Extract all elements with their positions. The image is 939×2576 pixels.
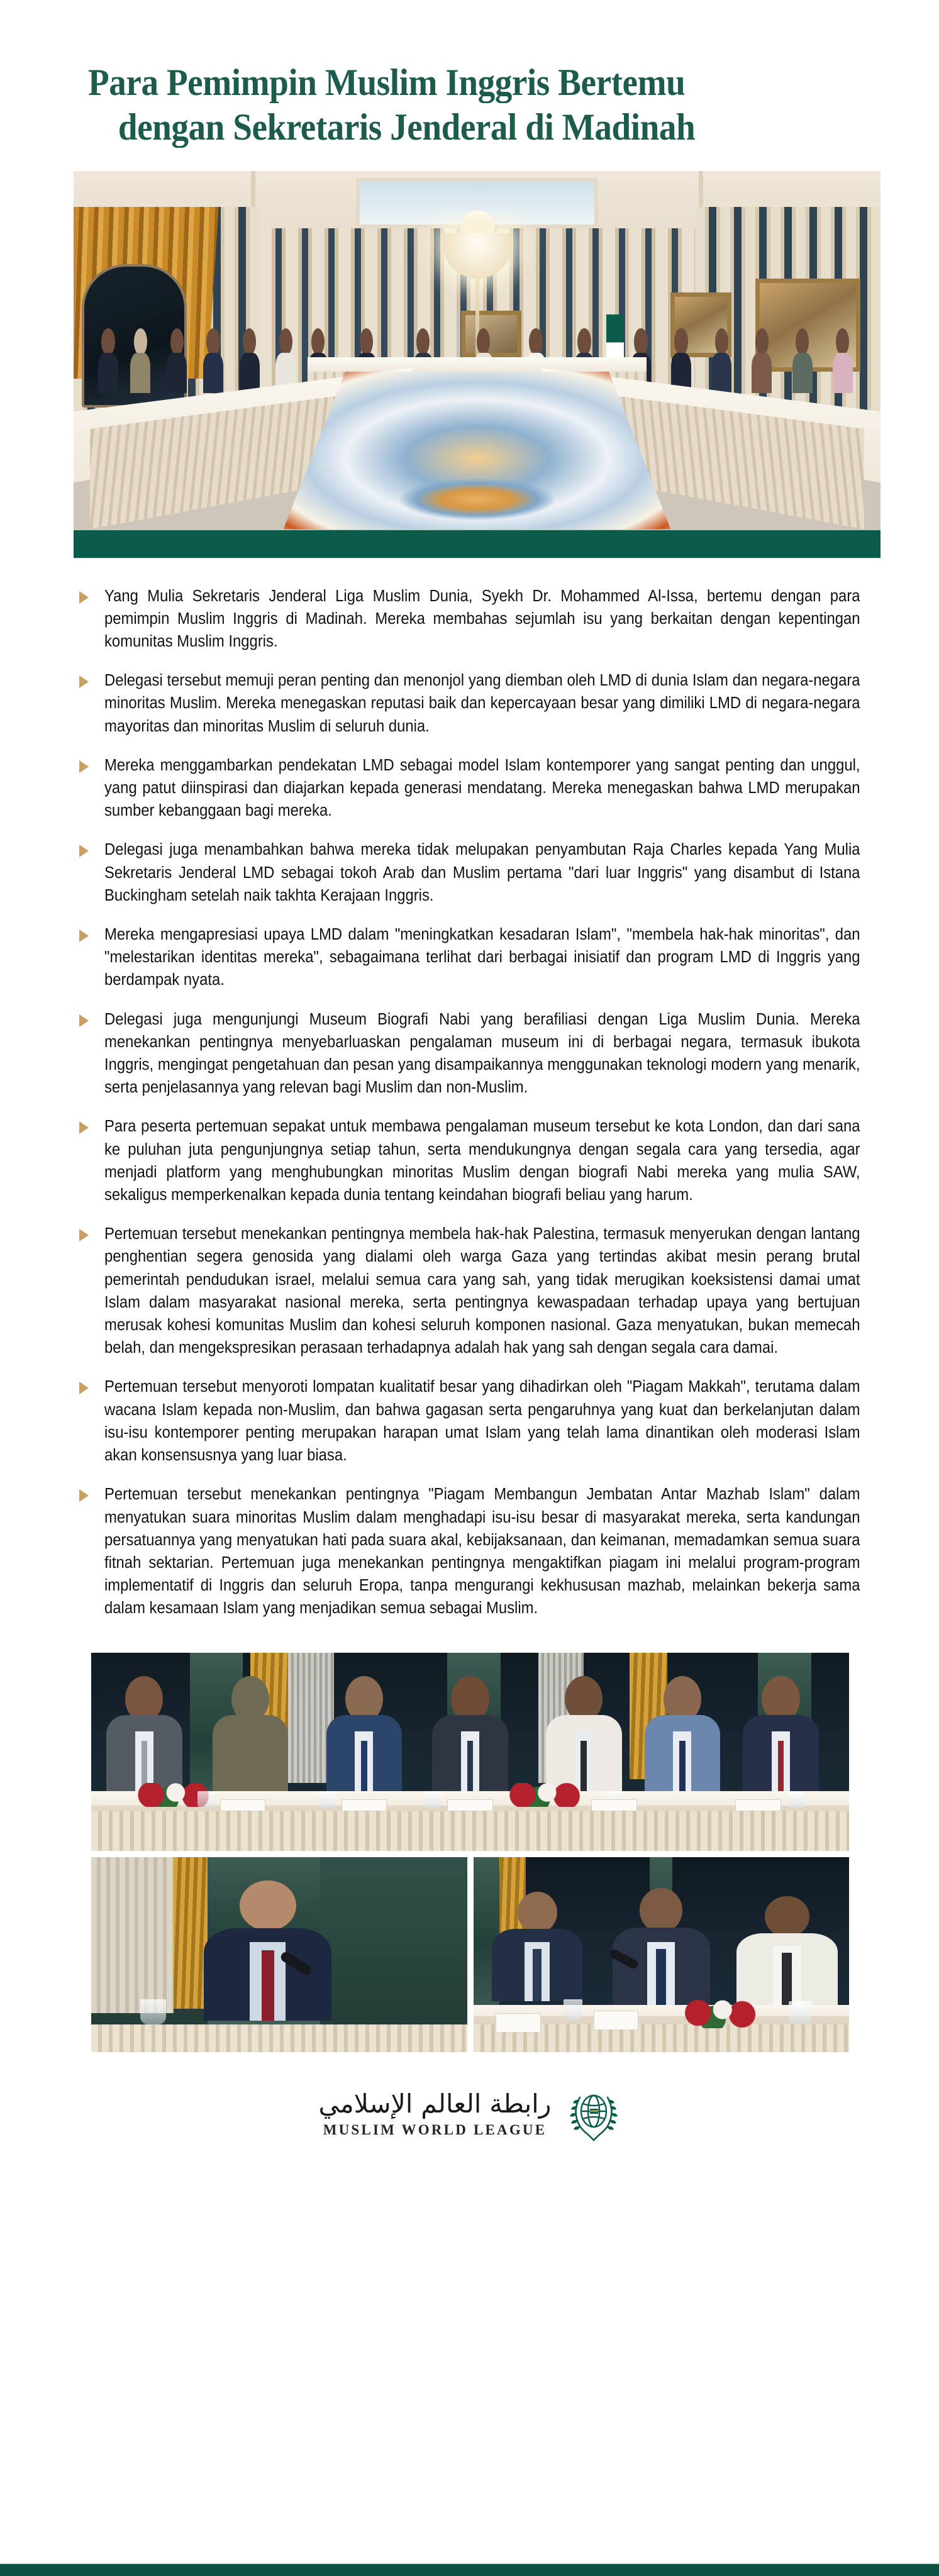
gallery-photo-panelists [474, 1857, 850, 2052]
paragraph-text: Mereka mengapresiasi upaya LMD dalam "meningkatkan kesadaran Islam", "membela hak-hak minoritas", dan "melestarikan identitas mereka", sebagaimana terlihat dari berbagai inisiatif dan program LMD di Inggris yang berdampak nyata. [104, 926, 860, 989]
paragraph-text: Delegasi juga menambahkan bahwa mereka tidak melupakan penyambutan Raja Charles kepada Yang Mulia Sekretaris Jenderal LMD sebagai tokoh Arab dan Muslim pertama "dari luar Inggris" yang disambut di Istana Buckingham setelah naik takhta Kerajaan Inggris. [104, 841, 860, 904]
place-name-card [594, 2011, 639, 2030]
place-name-card [591, 1799, 636, 1811]
paragraph-text: Pertemuan tersebut menekankan pentingnya membela hak-hak Palestina, termasuk menyerukan dengan lantang penghentian segera genosida yang dialami oleh warga Gaza yang tertindas akibat mesin perang brutal pemerintah pendudukan israel, melalui semua cara yang sah, yang tidak merugikan koeksistensi damai umat Islam dalam masyarakat nasional mereka, serta pentingnya kewaspadaan terhadap upaya yang bertujuan merusak kohesi komunitas Muslim dan kohesi seluruh komponen nasional. Gaza menyatukan, bukan memecah belah, dan mengekspresikan perasaan terhadapnya adalah hak yang sah dengan segala cara damai. [104, 1225, 860, 1357]
sheer-curtain [91, 1857, 174, 2013]
water-glass [197, 1791, 214, 1809]
place-name-card [447, 1799, 492, 1811]
room-illustration [74, 171, 881, 530]
bullet-paragraph [77, 1483, 860, 1619]
triangle-right-icon [79, 591, 89, 604]
paragraph-text: Yang Mulia Sekretaris Jenderal Liga Muslim Dunia, Syekh Dr. Mohammed Al-Issa, bertemu dengan para pemimpin Muslim Inggris di Madinah. Mereka membahas sejumlah isu yang berkaitan dengan kepentingan komunitas Muslim Inggris. [104, 587, 860, 650]
bullet-paragraph [77, 1008, 860, 1099]
bullet-paragraph [77, 754, 860, 823]
place-name-card [496, 2013, 541, 2033]
hero-accent-bar [74, 530, 881, 558]
paragraph-text: Mereka menggambarkan pendekatan LMD sebagai model Islam kontemporer yang sangat penting dan unggul, yang patut diinspirasi dan diajarkan kepada generasi mendatang. Mereka menegaskan bahwa LMD merupakan sumber kebanggaan bagi mereka. [104, 756, 860, 820]
water-glass [789, 2001, 811, 2024]
triangle-right-icon [79, 1014, 89, 1027]
place-name-card [735, 1799, 781, 1811]
bullet-paragraph [77, 1115, 860, 1206]
bullet-paragraph [77, 1223, 860, 1359]
triangle-right-icon [79, 1489, 89, 1502]
paragraph-text: Pertemuan tersebut menyoroti lompatan kualitatif besar yang dihadirkan oleh "Piagam Makkah", terutama dalam wacana Islam kepada non-Muslim, dan bahwa gagasan serta pengaruhnya yang kuat dan berkelanjutan dalam isu-isu kontemporer penting merupakan harapan umat Islam yang telah lama dinantikan oleh moderasi Islam akan konsensusnya yang luar biasa. [104, 1378, 860, 1465]
logo-arabic-text: رابطة العالم الإسلامي [318, 2089, 552, 2119]
photo-gallery [91, 1653, 849, 2052]
hero-image-block [74, 171, 881, 558]
flower-arrangement [669, 1997, 766, 2029]
page-title [0, 0, 939, 150]
bullet-paragraph [77, 1375, 860, 1467]
bullet-paragraph [77, 923, 860, 992]
triangle-right-icon [79, 930, 89, 942]
place-name-card [342, 1799, 387, 1811]
marble-wall [320, 1857, 467, 2052]
water-glass [319, 1791, 336, 1809]
gallery-photo-speaker [91, 1857, 467, 2052]
gallery-bottom-row [91, 1857, 849, 2052]
bullet-paragraph [77, 585, 860, 653]
triangle-right-icon [79, 1121, 89, 1134]
water-glass [789, 1791, 806, 1809]
page-title-line-1: Para Pemimpin Muslim Inggris Bertemu [88, 62, 686, 103]
footer-accent-bar [0, 2563, 939, 2576]
place-name-card [220, 1799, 265, 1811]
gold-curtain [174, 1857, 208, 2009]
article-body [0, 585, 939, 1620]
bullet-paragraph [77, 669, 860, 738]
gallery-photo-wide [91, 1653, 849, 1851]
paragraph-text: Para peserta pertemuan sepakat untuk membawa pengalaman museum tersebut ke kota London, dan dari sana ke puluhan juta pengunjungnya setiap tahun, serta mendukungnya dengan segala cara yang tersedia, agar menjadi platform yang menghubungkan minoritas Muslim dengan biografi Nabi mereka yang mulia SAW, sekaligus memperkenalkan kepada dunia tentang keindahan biografi beliau yang harum. [104, 1118, 860, 1204]
logo-latin-text: MUSLIM WORLD LEAGUE [323, 2122, 547, 2138]
logo-wordmark [319, 2091, 552, 2138]
paragraph-text: Pertemuan tersebut menekankan pentingnya "Piagam Membangun Jembatan Antar Mazhab Islam" dalam menyatukan suara minoritas Muslim dalam menghadapi isu-isu besar di masyarakat mereka, serta kandungan persatuannya yang menyatukan hati pada suara akal, kebijaksanaan, dan keimanan, memadamkan semua suara fitnah sektarian. Pertemuan juga menekankan pentingnya mengaktifkan piagam ini melalui program-program implementatif di Inggris dan seluruh Eropa, tanpa mengurangi kekhususan mazhab, melainkan bekerja sama dalam kesamaan Islam yang menjadikan semua sebagai Muslim. [104, 1485, 860, 1618]
carpet-motif [399, 479, 554, 519]
triangle-right-icon [79, 845, 89, 857]
water-glass [564, 1999, 582, 2021]
hero-photo-meeting-room [74, 171, 881, 530]
triangle-right-icon [79, 1382, 89, 1394]
water-glass [140, 1999, 167, 2024]
triangle-right-icon [79, 760, 89, 773]
water-glass [425, 1791, 442, 1809]
paragraph-text: Delegasi tersebut memuji peran penting dan menonjol yang diemban oleh LMD di dunia Islam dan negara-negara minoritas Muslim. Mereka menegaskan reputasi baik dan kepercayaan besar yang dimiliki LMD di negara-negara mayoritas dan minoritas Muslim di seluruh dunia. [104, 672, 860, 735]
table-skirt [91, 1811, 849, 1851]
page-title-line-2: dengan Sekretaris Jenderal di Madinah [118, 106, 696, 148]
triangle-right-icon [79, 675, 89, 688]
bullet-paragraph [77, 838, 860, 907]
footer-logo [0, 2085, 939, 2145]
flower-arrangement [493, 1783, 592, 1807]
table-skirt [91, 2024, 467, 2051]
triangle-right-icon [79, 1229, 89, 1241]
globe-wreath-icon [567, 2085, 620, 2145]
carpet [284, 372, 671, 530]
paragraph-text: Delegasi juga mengunjungi Museum Biografi Nabi yang berafiliasi dengan Liga Muslim Dunia. Mereka menekankan pentingnya menyebarluaskan pengalaman museum ini di berbagai negara, termasuk ibukota Inggris, mengingat pengetahuan dan pesan yang disampaikannya menggunakan teknologi modern yang menarik, serta penjelasannya yang relevan bagi Muslim dan non-Muslim. [104, 1010, 860, 1097]
